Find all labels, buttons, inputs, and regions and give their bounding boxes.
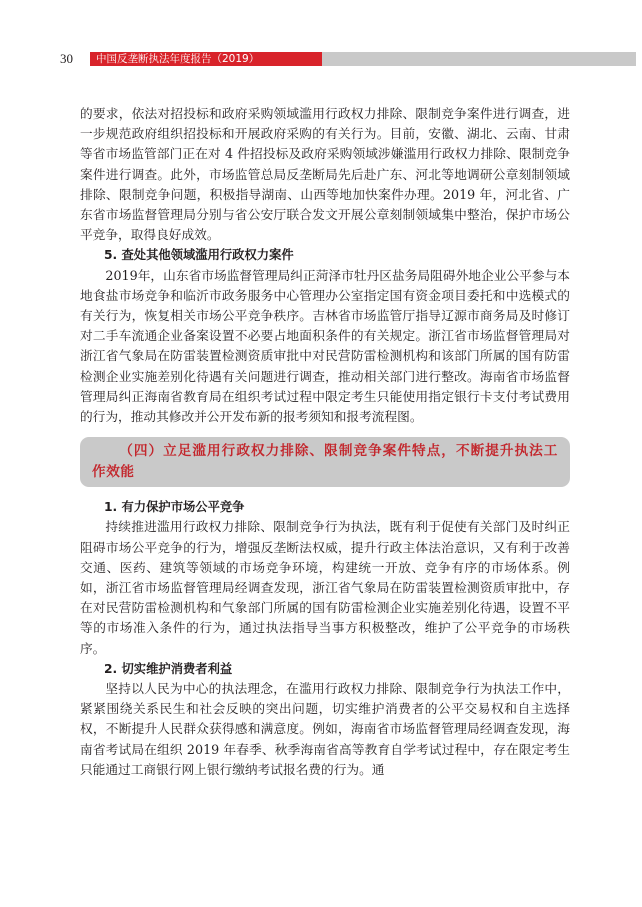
section-heading-box — [80, 437, 570, 487]
paragraph: 2019年，山东省市场监督管理局纠正菏泽市牡丹区盐务局阻碍外地企业公平参与本地食盐市场竞争和临沂市政务服务中心管理办公室指定国有资金项目委托和中选模式的有关行为，恢复相关市场公平竞争秩序。吉林省市场监管厅指导辽源市商务局及时修订对二手车流通企业备案设置不必要占地面积条件的有关规定。浙江省市场监督管理局对浙江省气象局在防雷装置检测资质审批中对民营防雷检测机构和该部门所属的国有防雷检测企业实施差别化待遇有关问题进行调查，推动相关部门进行整改。海南省市场监督管理局纠正海南省教育局在组织考试过程中限定考生只能使用指定银行卡支付考试费用的行为，推动其修改并公开发布新的报考须知和报考流程图。 — [80, 267, 570, 425]
paragraph: 坚持以人民为中心的执法理念，在滥用行政权力排除、限制竞争行为执法工作中，紧紧围绕关系民生和社会反映的突出问题，切实维护消费者的公平交易权和自主选择权，不断提升人民群众获得感和满意度。例如，海南省市场监督管理局经调查发现，海南省考试局在组织 2019 年春季、秋季海南省高等教育自学考试过程中，存在限定考生只能通过工商银行网上银行缴纳考试报名费的行为。通 — [80, 681, 570, 777]
paragraph: 持续推进滥用行政权力排除、限制竞争行为执法，既有利于促使有关部门及时纠正阻碍市场公平竞争的行为，增强反垄断法权威，提升行政主体法治意识，又有利于改善交通、医药、建筑等领域的市场竞争环境，构建统一开放、竞争有序的市场体系。例如，浙江省市场监督管理局经调查发现，浙江省气象局在防雷装置检测资质审批中，存在对民营防雷检测机构和气象部门所属的国有防雷检测企业实施差别化待遇，设置不平等的市场准入条件的行为，通过执法指导当事方积极整改，维护了公平竞争的市场秩序。 — [80, 519, 570, 656]
subheading: 2. 切实维护消费者利益 — [104, 661, 233, 676]
section-heading: （四）立足滥用行政权力排除、限制竞争案件特点，不断提升执法工作效能 — [92, 443, 558, 481]
header-title: 中国反垄断执法年度报告（2019） — [96, 53, 260, 65]
paragraph: 的要求，依法对招投标和政府采购领域滥用行政权力排除、限制竞争案件进行调查，进一步规范政府组织招投标和开展政府采购的有关行为。目前，安徽、湖北、云南、甘肃等省市场监管部门正在对 4 件招投标及政府采购领域涉嫌滥用行政权力排除、限制竞争案件进行调查。此外，市场监管总局反垄断局先后赴广东、河北等地调研公章刻制领域排除、限制竞争问题，积极指导湖南、山西等地加快案件办理。2019 年，河北省、广东省市场监督管理局分别与省公安厅联合发文开展公章刻制领域集中整治，保护市场公平竞争，取得良好成效。 — [80, 106, 570, 243]
subheading: 5. 查处其他领域滥用行政权力案件 — [104, 248, 294, 263]
subheading: 1. 有力保护市场公平竞争 — [104, 500, 245, 515]
page-body — [80, 104, 570, 780]
page-number: 30 — [60, 51, 73, 66]
page-header — [60, 50, 580, 68]
header-gray-rule — [322, 52, 636, 66]
